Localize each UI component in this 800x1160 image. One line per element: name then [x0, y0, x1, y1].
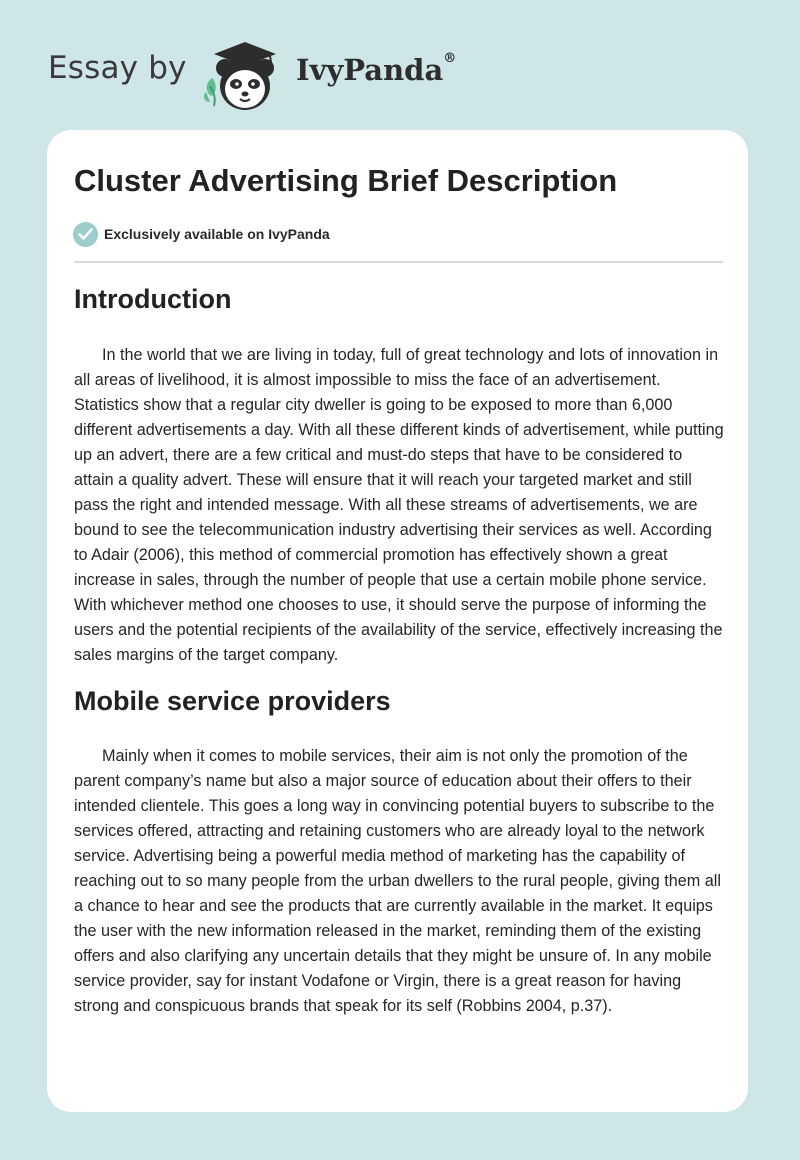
brand-label: IvyPanda	[296, 53, 444, 87]
section-heading-introduction: Introduction	[74, 284, 232, 314]
article-title: Cluster Advertising Brief Description	[74, 163, 618, 198]
section-heading-mobile-service-providers: Mobile service providers	[74, 686, 391, 716]
site-header	[0, 0, 800, 125]
section-paragraph-mobile-service-providers: Mainly when it comes to mobile services, their aim is not only the promotion of the parent company’s name but also a major source of education about their offers to their intended clientele. This goes a long way in convincing potential buyers to subscribe to the services offered, attracting and retaining customers who are already loyal to the network service. Advertising being a powerful media method of marketing has the capability of reaching out to so many people from the urban dwellers to the rural people, giving them all a chance to hear and see the products that are currently available in the market. It equips the user with the new information released in the market, reminding them of the existing offers and also clarifying any uncertain details that they might be unsure of. In any mobile service provider, say for instant Vodafone or Virgin, there is a great reason for having strong and conspicuous brands that speak for its self (Robbins 2004, p.37).	[74, 747, 721, 1015]
article-card	[47, 130, 748, 1112]
section-paragraph-introduction: In the world that we are living in today, full of great technology and lots of innovation in all areas of livelihood, it is almost impossible to miss the face of an advertisement. Statistics show that a regular city dweller is going to be exposed to more than 6,000 different advertisements a day. With all these different kinds of advertisement, while putting up an advert, there are a few critical and must-do steps that have to be considered to attain a quality advert. These will ensure that it will reach your targeted market and still pass the right and intended message. With all these streams of advertisements, we are bound to see the telecommunication industry advertising their services as well. According to Adair (2006), this method of commercial promotion has effectively shown a great increase in sales, through the number of people that use a certain mobile phone service. With whichever method one chooses to use, it should serve the purpose of informing the users and the potential recipients of the availability of the service, effectively increasing the sales margins of the target company.	[74, 346, 724, 664]
brand-name[interactable]	[296, 53, 456, 87]
essay-by-label: Essay by	[48, 50, 187, 86]
title-divider	[74, 261, 723, 263]
registered-mark: ®	[443, 51, 457, 66]
check-icon	[73, 222, 98, 247]
exclusive-badge	[73, 221, 330, 247]
badge-label: Exclusively available on IvyPanda	[104, 226, 330, 242]
panda-graduate-icon[interactable]	[200, 34, 290, 114]
